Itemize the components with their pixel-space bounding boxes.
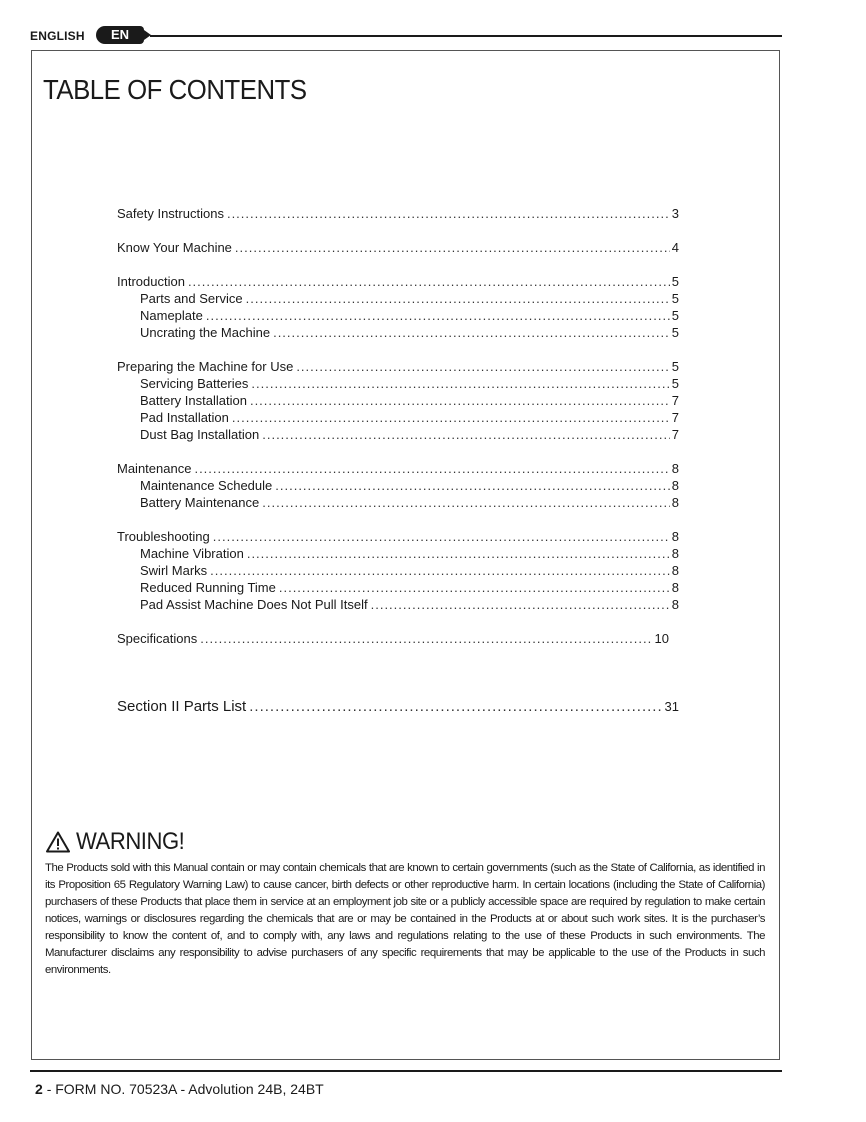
header-rule	[150, 35, 782, 37]
toc-leader-dots	[213, 528, 670, 545]
toc-entry-troubleshooting[interactable]	[117, 528, 679, 545]
toc-entry-page: 5	[671, 359, 679, 374]
page-title: TABLE OF CONTENTS	[43, 74, 307, 105]
toc-leader-dots	[206, 307, 670, 324]
toc-entry-title: Introduction	[117, 274, 185, 289]
table-of-contents	[117, 205, 679, 717]
toc-entry-title: Troubleshooting	[117, 529, 210, 544]
toc-entry-page: 5	[671, 308, 679, 323]
toc-entry-title: Uncrating the Machine	[140, 325, 271, 340]
toc-entry-maintenance-schedule[interactable]	[117, 477, 679, 494]
toc-leader-dots	[251, 375, 669, 392]
toc-entry-title: Battery Installation	[140, 393, 247, 408]
toc-leader-dots	[194, 460, 669, 477]
toc-entry-title: Section II Parts List	[117, 698, 247, 715]
toc-entry-page: 8	[671, 580, 679, 595]
toc-leader-dots	[247, 545, 670, 562]
toc-leader-dots	[371, 596, 670, 613]
toc-leader-dots	[235, 239, 670, 256]
toc-entry-title: Specifications	[117, 631, 198, 646]
toc-entry-specifications[interactable]	[117, 630, 679, 647]
toc-leader-dots	[246, 290, 670, 307]
toc-leader-dots	[227, 205, 670, 222]
toc-entry-battery-installation[interactable]	[117, 392, 679, 409]
toc-entry-page: 8	[671, 495, 679, 510]
toc-entry-title: Safety Instructions	[117, 206, 224, 221]
toc-entry-title: Maintenance Schedule	[140, 478, 273, 493]
toc-entry-page: 5	[671, 291, 679, 306]
toc-entry-page: 8	[671, 597, 679, 612]
toc-leader-dots	[249, 697, 662, 717]
toc-entry-title: Battery Maintenance	[140, 495, 260, 510]
toc-entry-page: 7	[671, 427, 679, 442]
toc-entry-nameplate[interactable]	[117, 307, 679, 324]
toc-entry-page: 5	[671, 325, 679, 340]
toc-leader-dots	[273, 324, 670, 341]
toc-entry-section-ii-parts-list[interactable]	[117, 697, 679, 717]
toc-entry-title: Servicing Batteries	[140, 376, 249, 391]
toc-leader-dots	[262, 426, 670, 443]
toc-leader-dots	[296, 358, 669, 375]
toc-entry-title: Nameplate	[140, 308, 203, 323]
toc-entry-reduced-running-time[interactable]	[117, 579, 679, 596]
toc-entry-introduction[interactable]	[117, 273, 679, 290]
toc-entry-title: Parts and Service	[140, 291, 243, 306]
toc-entry-title: Maintenance	[117, 461, 192, 476]
toc-entry-page: 5	[671, 376, 679, 391]
toc-leader-dots	[210, 562, 670, 579]
toc-leader-dots	[279, 579, 670, 596]
form-number: - FORM NO. 70523A - Advolution 24B, 24BT	[46, 1081, 324, 1097]
language-label: ENGLISH	[30, 29, 85, 43]
toc-entry-maintenance[interactable]	[117, 460, 679, 477]
toc-entry-servicing-batteries[interactable]	[117, 375, 679, 392]
toc-leader-dots	[262, 494, 670, 511]
toc-entry-title: Pad Assist Machine Does Not Pull Itself	[140, 597, 368, 612]
toc-leader-dots	[200, 630, 652, 647]
toc-leader-dots	[188, 273, 670, 290]
toc-entry-machine-vibration[interactable]	[117, 545, 679, 562]
warning-title: WARNING!	[76, 828, 185, 855]
toc-entry-title: Dust Bag Installation	[140, 427, 260, 442]
toc-entry-pad-assist-does-not-pull[interactable]	[117, 596, 679, 613]
toc-entry-page: 4	[671, 240, 679, 255]
toc-leader-dots	[232, 409, 670, 426]
toc-leader-dots	[250, 392, 670, 409]
warning-triangle-icon	[46, 831, 70, 853]
toc-entry-swirl-marks[interactable]	[117, 562, 679, 579]
toc-entry-page: 8	[671, 529, 679, 544]
toc-entry-page: 3	[671, 206, 679, 221]
page-header	[30, 26, 782, 46]
toc-entry-page: 7	[671, 410, 679, 425]
warning-heading	[46, 828, 194, 856]
page-footer	[35, 1081, 324, 1097]
toc-entry-uncrating-the-machine[interactable]	[117, 324, 679, 341]
toc-entry-preparing-the-machine[interactable]	[117, 358, 679, 375]
toc-entry-title: Pad Installation	[140, 410, 229, 425]
language-badge: EN	[96, 26, 144, 44]
toc-entry-title: Reduced Running Time	[140, 580, 276, 595]
toc-entry-page: 8	[671, 478, 679, 493]
toc-entry-title: Machine Vibration	[140, 546, 244, 561]
toc-entry-page: 8	[671, 461, 679, 476]
toc-entry-dust-bag-installation[interactable]	[117, 426, 679, 443]
footer-rule	[30, 1070, 782, 1072]
toc-entry-page: 8	[671, 546, 679, 561]
page-number: 2	[35, 1081, 43, 1097]
toc-entry-page: 5	[671, 274, 679, 289]
toc-entry-page: 7	[671, 393, 679, 408]
toc-leader-dots	[275, 477, 670, 494]
toc-entry-page: 10	[654, 631, 669, 646]
toc-entry-safety-instructions[interactable]	[117, 205, 679, 222]
toc-entry-page: 8	[671, 563, 679, 578]
toc-entry-parts-and-service[interactable]	[117, 290, 679, 307]
toc-entry-title: Preparing the Machine for Use	[117, 359, 294, 374]
toc-entry-battery-maintenance[interactable]	[117, 494, 679, 511]
warning-text: The Products sold with this Manual contain or may contain chemicals that are known to certain governments (such as the State of California, as identified in its Proposition 65 Regulatory Warning Law) to cause cancer, birth defects or other reproductive harm. In certain locations (including the State of California) purchasers of these Products that place them in service at an employment job site or a publicly accessible space are required by regulation to make certain notices, warnings or disclosures regarding the chemicals that are or may be contained in the Products at or about such work sites. It is the purchaser’s responsibility to know the content of, and to comply with, any laws and regulations relating to the use of these Products in such environments. The Manufacturer disclaims any responsibility to advise purchasers of any specific requirements that may be applicable to the use of the Products in such environments.	[45, 862, 765, 976]
toc-entry-pad-installation[interactable]	[117, 409, 679, 426]
toc-entry-title: Know Your Machine	[117, 240, 232, 255]
toc-entry-know-your-machine[interactable]	[117, 239, 679, 256]
toc-entry-page: 31	[664, 699, 679, 714]
toc-entry-title: Swirl Marks	[140, 563, 208, 578]
